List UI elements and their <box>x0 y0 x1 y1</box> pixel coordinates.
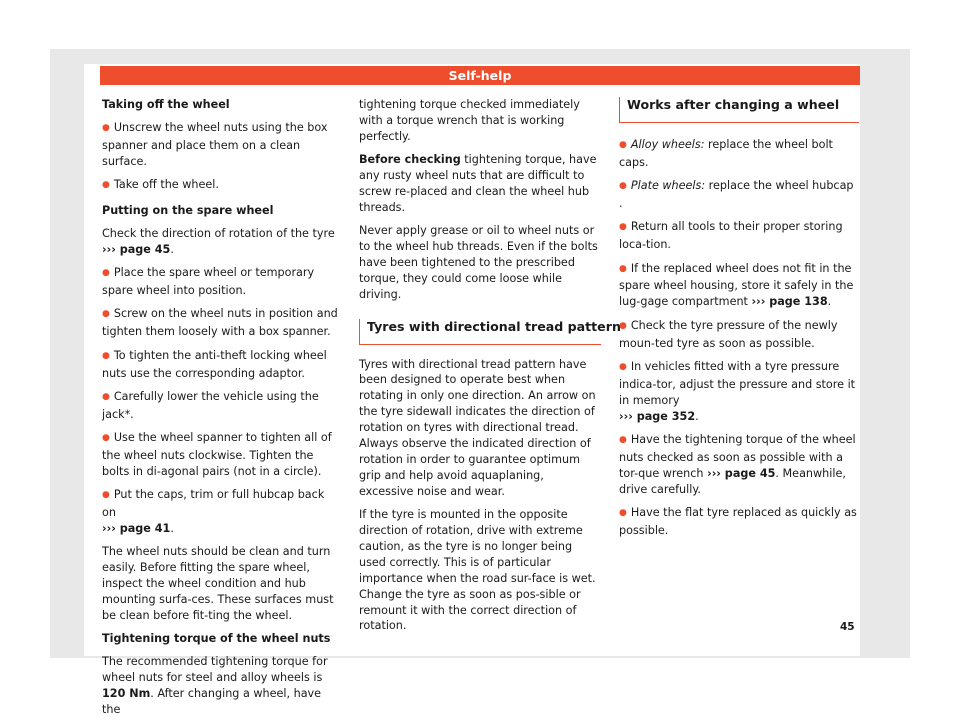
page-ref-link[interactable]: ››› page 41 <box>102 521 171 535</box>
list-item: ● Put the caps, trim or full hubcap back on ››› page 41. <box>102 487 340 537</box>
paragraph: Tyres with directional tread pattern have been designed to operate best when rotating in only one direction. An arrow on the tyre sidewall indicates the direction of rotation on tyres with directional tread. Always observe the indicated direction of rotation in order to guarantee optimum grip and help avoid aquaplaning, excessive noise and wear. <box>359 357 596 498</box>
list-item: ● In vehicles fitted with a tyre pressure indica-tor, adjust the pressure and store it in memory ››› page 352. <box>619 359 859 425</box>
list-item: ● Check the tyre pressure of the newly moun-ted tyre as soon as possible. <box>619 318 859 352</box>
list-item: ● Screw on the wheel nuts in position and tighten them loosely with a box spanner. <box>102 306 340 340</box>
list-item: ● Return all tools to their proper storing loca-tion. <box>619 219 859 253</box>
list-item: ● Plate wheels: replace the wheel hubcap . <box>619 178 859 212</box>
paragraph: Never apply grease or oil to wheel nuts or to the wheel hub threads. Even if the bolts have been tightened to the prescribed torque, they could come loose while driving. <box>359 224 598 301</box>
list-item: ● Unscrew the wheel nuts using the box spanner and place them on a clean surface. <box>102 120 340 170</box>
heading-taking-off-wheel: Taking off the wheel <box>102 98 230 111</box>
list-item: ● Carefully lower the vehicle using the jack*. <box>102 389 340 423</box>
list-item: ● Place the spare wheel or temporary spare wheel into position. <box>102 265 340 299</box>
list-item: ● To tighten the anti-theft locking wheel nuts use the corresponding adaptor. <box>102 348 340 382</box>
page-ref-link[interactable]: ››› page 45 <box>707 466 776 480</box>
paragraph: tightening torque checked immediately with a torque wrench that is working perfectly. <box>359 98 580 143</box>
paragraph: If the tyre is mounted in the opposite direction of rotation, drive with extreme caution, as the tyre is no longer being used correctly. This is of particular importance when the road sur-face is wet. Change the tyre as soon as pos-sible or remount it with the correct direction of rotation. <box>359 508 596 633</box>
paragraph: Before checking tightening torque, have any rusty wheel nuts that are difficult to screw re-placed and clean the wheel hub threads. <box>359 153 597 214</box>
page-ref-link[interactable]: ››› page 138 <box>751 295 828 309</box>
section-header: Self-help <box>100 66 860 85</box>
heading-works-after-change: Works after changing a wheel <box>619 97 859 123</box>
heading-putting-on-spare: Putting on the spare wheel <box>102 203 274 217</box>
list-item: ● Have the tightening torque of the wheel nuts checked as soon as possible with a tor-que wrench ››› page 45. Meanwhile, drive carefully. <box>619 432 859 498</box>
paragraph: Check the direction of rotation of the tyre ››› page 45. <box>102 227 335 256</box>
heading-tightening-torque: Tightening torque of the wheel nuts <box>102 632 331 646</box>
page-number: 45 <box>840 621 855 633</box>
list-item: ● Alloy wheels: replace the wheel bolt caps. <box>619 137 859 171</box>
list-item: ● If the replaced wheel does not fit in the spare wheel housing, store it safely in the lug-gage compartment ››› page 138. <box>619 261 859 311</box>
column-3 <box>619 97 859 546</box>
column-2 <box>359 97 621 642</box>
list-item: ● Take off the wheel. <box>102 177 340 195</box>
paragraph: The wheel nuts should be clean and turn easily. Before fitting the spare wheel, inspect the wheel condition and hub mounting surfa-ces. These surfaces must be clean before fit-ting the wheel. <box>102 545 334 622</box>
torque-value: 120 Nm <box>102 687 151 701</box>
paragraph: The recommended tightening torque for wheel nuts for steel and alloy wheels is 120 Nm. After changing a wheel, have the <box>102 655 328 717</box>
heading-directional-tyres: Tyres with directional tread pattern <box>359 319 601 345</box>
page-ref-link[interactable]: ››› page 45 <box>102 242 171 256</box>
page-ref-link[interactable]: ››› page 352 <box>619 409 696 423</box>
column-1 <box>102 97 340 725</box>
list-item: ● Use the wheel spanner to tighten all of the wheel nuts clockwise. Tighten the bolts in di-agonal pairs (not in a circle). <box>102 430 340 480</box>
list-item: ● Have the flat tyre replaced as quickly as possible. <box>619 505 859 539</box>
